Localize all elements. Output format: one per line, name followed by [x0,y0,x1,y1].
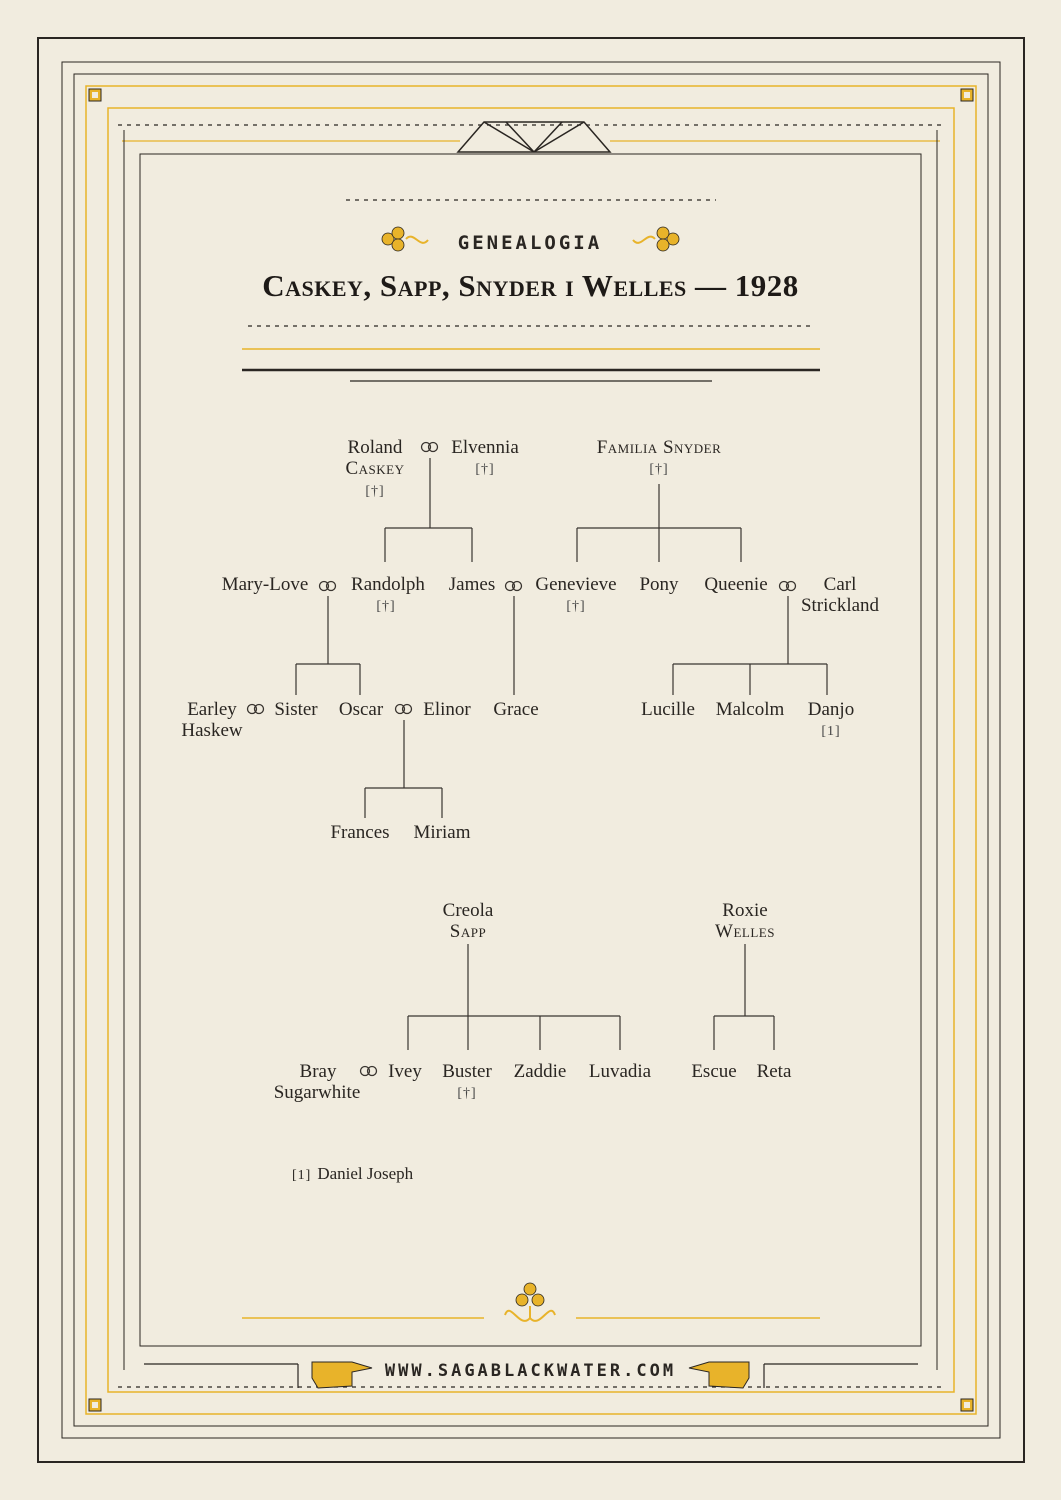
surname-caskey: Caskey [345,458,405,479]
person-reta: Reta [756,1061,792,1082]
person-james: James [448,574,496,595]
website-link[interactable]: WWW.SAGABLACKWATER.COM [384,1361,677,1381]
deceased-mark: [†] [376,599,396,614]
family-snyder: Familia Snyder [596,437,722,458]
surname-sugarwhite: Sugarwhite [273,1082,361,1103]
deceased-mark: [†] [365,484,385,499]
surname-sapp: Sapp [449,921,487,942]
person-malcolm: Malcolm [715,699,785,720]
person-danjo: Danjo [807,699,855,720]
person-elinor: Elinor [423,699,471,720]
header-label: GENEALOGIA [457,232,603,254]
person-bray: Bray [299,1061,337,1082]
person-frances: Frances [330,822,390,843]
clover-icon [505,1283,555,1321]
person-buster: Buster [442,1061,492,1082]
person-luvadia: Luvadia [588,1061,652,1082]
person-lucille: Lucille [641,699,695,720]
person-miriam: Miriam [413,822,471,843]
person-genevieve: Genevieve [535,574,617,595]
footnote [292,1164,413,1184]
deceased-mark: [†] [566,599,586,614]
person-zaddie: Zaddie [513,1061,567,1082]
person-creola: Creola [442,900,494,921]
person-roxie: Roxie [722,900,768,921]
deceased-mark: [†] [649,462,669,477]
person-sister: Sister [274,699,318,720]
person-ivey: Ivey [388,1061,422,1082]
page-title: Caskey, Sapp, Snyder i Welles — 1928 [262,268,799,303]
person-earley: Earley [187,699,237,720]
person-elvennia: Elvennia [451,437,519,458]
tree-lines [296,458,827,1050]
person-escue: Escue [691,1061,737,1082]
person-carl: Carl [823,574,857,595]
person-roland: Roland [347,437,403,458]
deceased-mark: [†] [457,1086,477,1101]
marriage-ring-icon [248,443,796,1076]
person-mary-love: Mary-Love [221,574,309,595]
surname-welles: Welles [715,921,775,942]
footnote-text: Daniel Joseph [317,1164,414,1183]
footnote-mark: [1] [292,1168,312,1183]
person-pony: Pony [639,574,679,595]
person-randolph: Randolph [351,574,425,595]
person-oscar: Oscar [338,699,384,720]
surname-haskew: Haskew [181,720,243,741]
footnote-ref-mark: [1] [821,724,841,739]
deceased-mark: [†] [475,462,495,477]
surname-strickland: Strickland [800,595,880,616]
crown-ornament [458,122,610,152]
person-queenie: Queenie [704,574,768,595]
person-grace: Grace [493,699,539,720]
